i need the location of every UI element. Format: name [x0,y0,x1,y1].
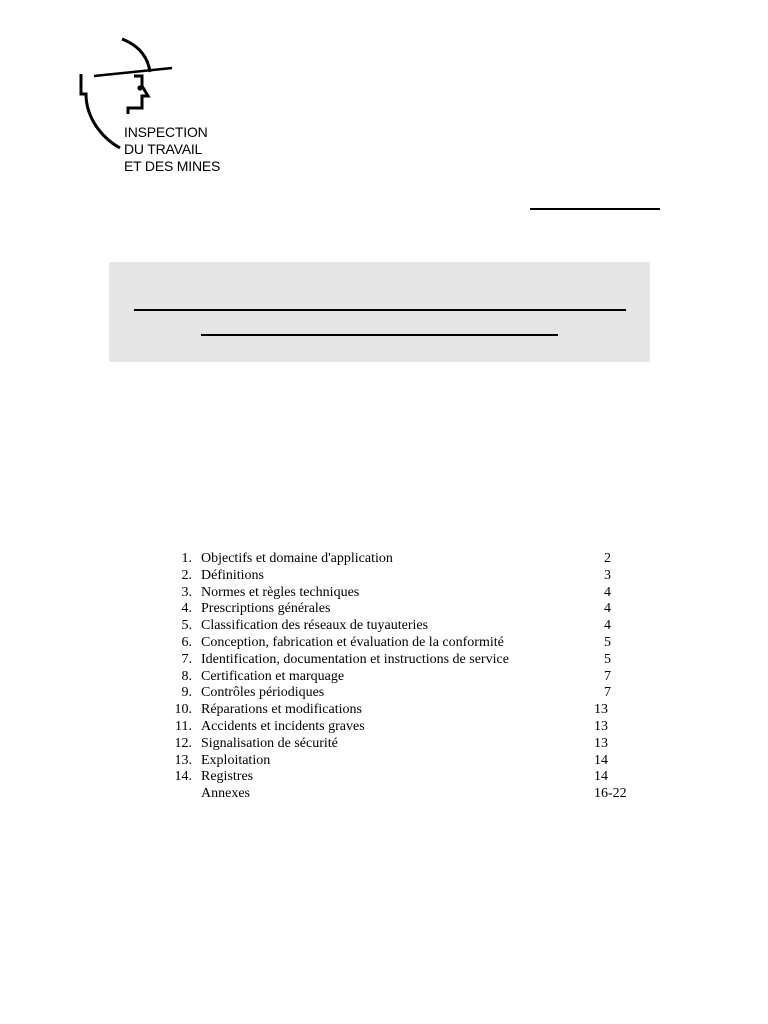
logo-line: DU TRAVAIL [124,141,203,157]
toc-page: 14 [594,769,608,785]
toc-number: 9. [181,685,192,701]
toc-row [80,652,650,669]
toc-number: 13. [174,752,192,768]
toc-number: 12. [174,735,192,751]
toc-title: Réparations et modifications [201,702,362,718]
title-box [109,262,650,362]
toc-page: 13 [594,735,608,751]
toc-title: Classification des réseaux de tuyauteries [201,618,429,634]
toc-number: 10. [174,702,192,718]
toc-title: Signalisation de sécurité [201,735,338,751]
toc-title: Normes et règles techniques [201,584,360,600]
toc-title: Accidents et incidents graves [201,718,365,734]
toc-row [80,669,650,686]
toc-number: 2. [181,567,192,583]
toc-row [80,702,650,719]
toc-title: Exploitation [201,752,271,768]
toc-row [80,618,650,635]
toc-number: 11. [175,718,192,734]
toc-title: Contrôles périodiques [201,685,325,701]
toc-page: 4 [604,618,611,634]
toc-number: 14. [174,769,192,785]
toc-page: 13 [594,702,608,718]
toc-page: 2 [604,551,611,566]
toc-row [80,786,650,803]
toc-number: 4. [181,601,192,617]
logo-line: ET DES MINES [124,158,221,174]
toc-page: 16-22 [594,786,627,802]
toc-number: 6. [181,634,192,650]
toc-title: Prescriptions générales [201,601,331,617]
logo-line: INSPECTION [124,124,208,140]
toc-page: 3 [604,567,611,583]
toc-title: Objectifs et domaine d'application [201,551,393,566]
toc-row [80,719,650,736]
toc-number: 7. [181,651,192,667]
toc-page: 13 [594,718,608,734]
toc-page: 5 [604,651,611,667]
toc-row [80,736,650,753]
toc-page: 14 [594,752,608,768]
toc-number: 3. [181,584,192,600]
toc-title: Conception, fabrication et évaluation de la conformité [201,634,504,650]
logo-text [124,124,220,175]
toc-row [80,685,650,702]
toc-title: Registres [201,769,254,785]
toc-number: 5. [181,618,192,634]
toc-title: Identification, documentation et instructions de service [201,651,509,667]
toc-title: Annexes [201,786,250,802]
reference-underline [530,208,660,210]
toc-row [80,769,650,786]
toc-row [80,601,650,618]
toc-number: 1. [181,551,192,566]
toc-row [80,568,650,585]
toc-row [80,551,650,568]
toc-number: 8. [181,668,192,684]
toc-page: 7 [604,668,611,684]
toc-page: 5 [604,634,611,650]
logo [76,36,226,176]
subtitle-underline [201,334,558,336]
toc-row [80,585,650,602]
toc-row [80,635,650,652]
table-of-contents [80,551,650,803]
toc-title: Définitions [201,567,264,583]
toc-row [80,753,650,770]
title-underline [134,309,626,311]
toc-page: 4 [604,584,611,600]
toc-page: 7 [604,685,611,701]
toc-title: Certification et marquage [201,668,345,684]
toc-page: 4 [604,601,611,617]
